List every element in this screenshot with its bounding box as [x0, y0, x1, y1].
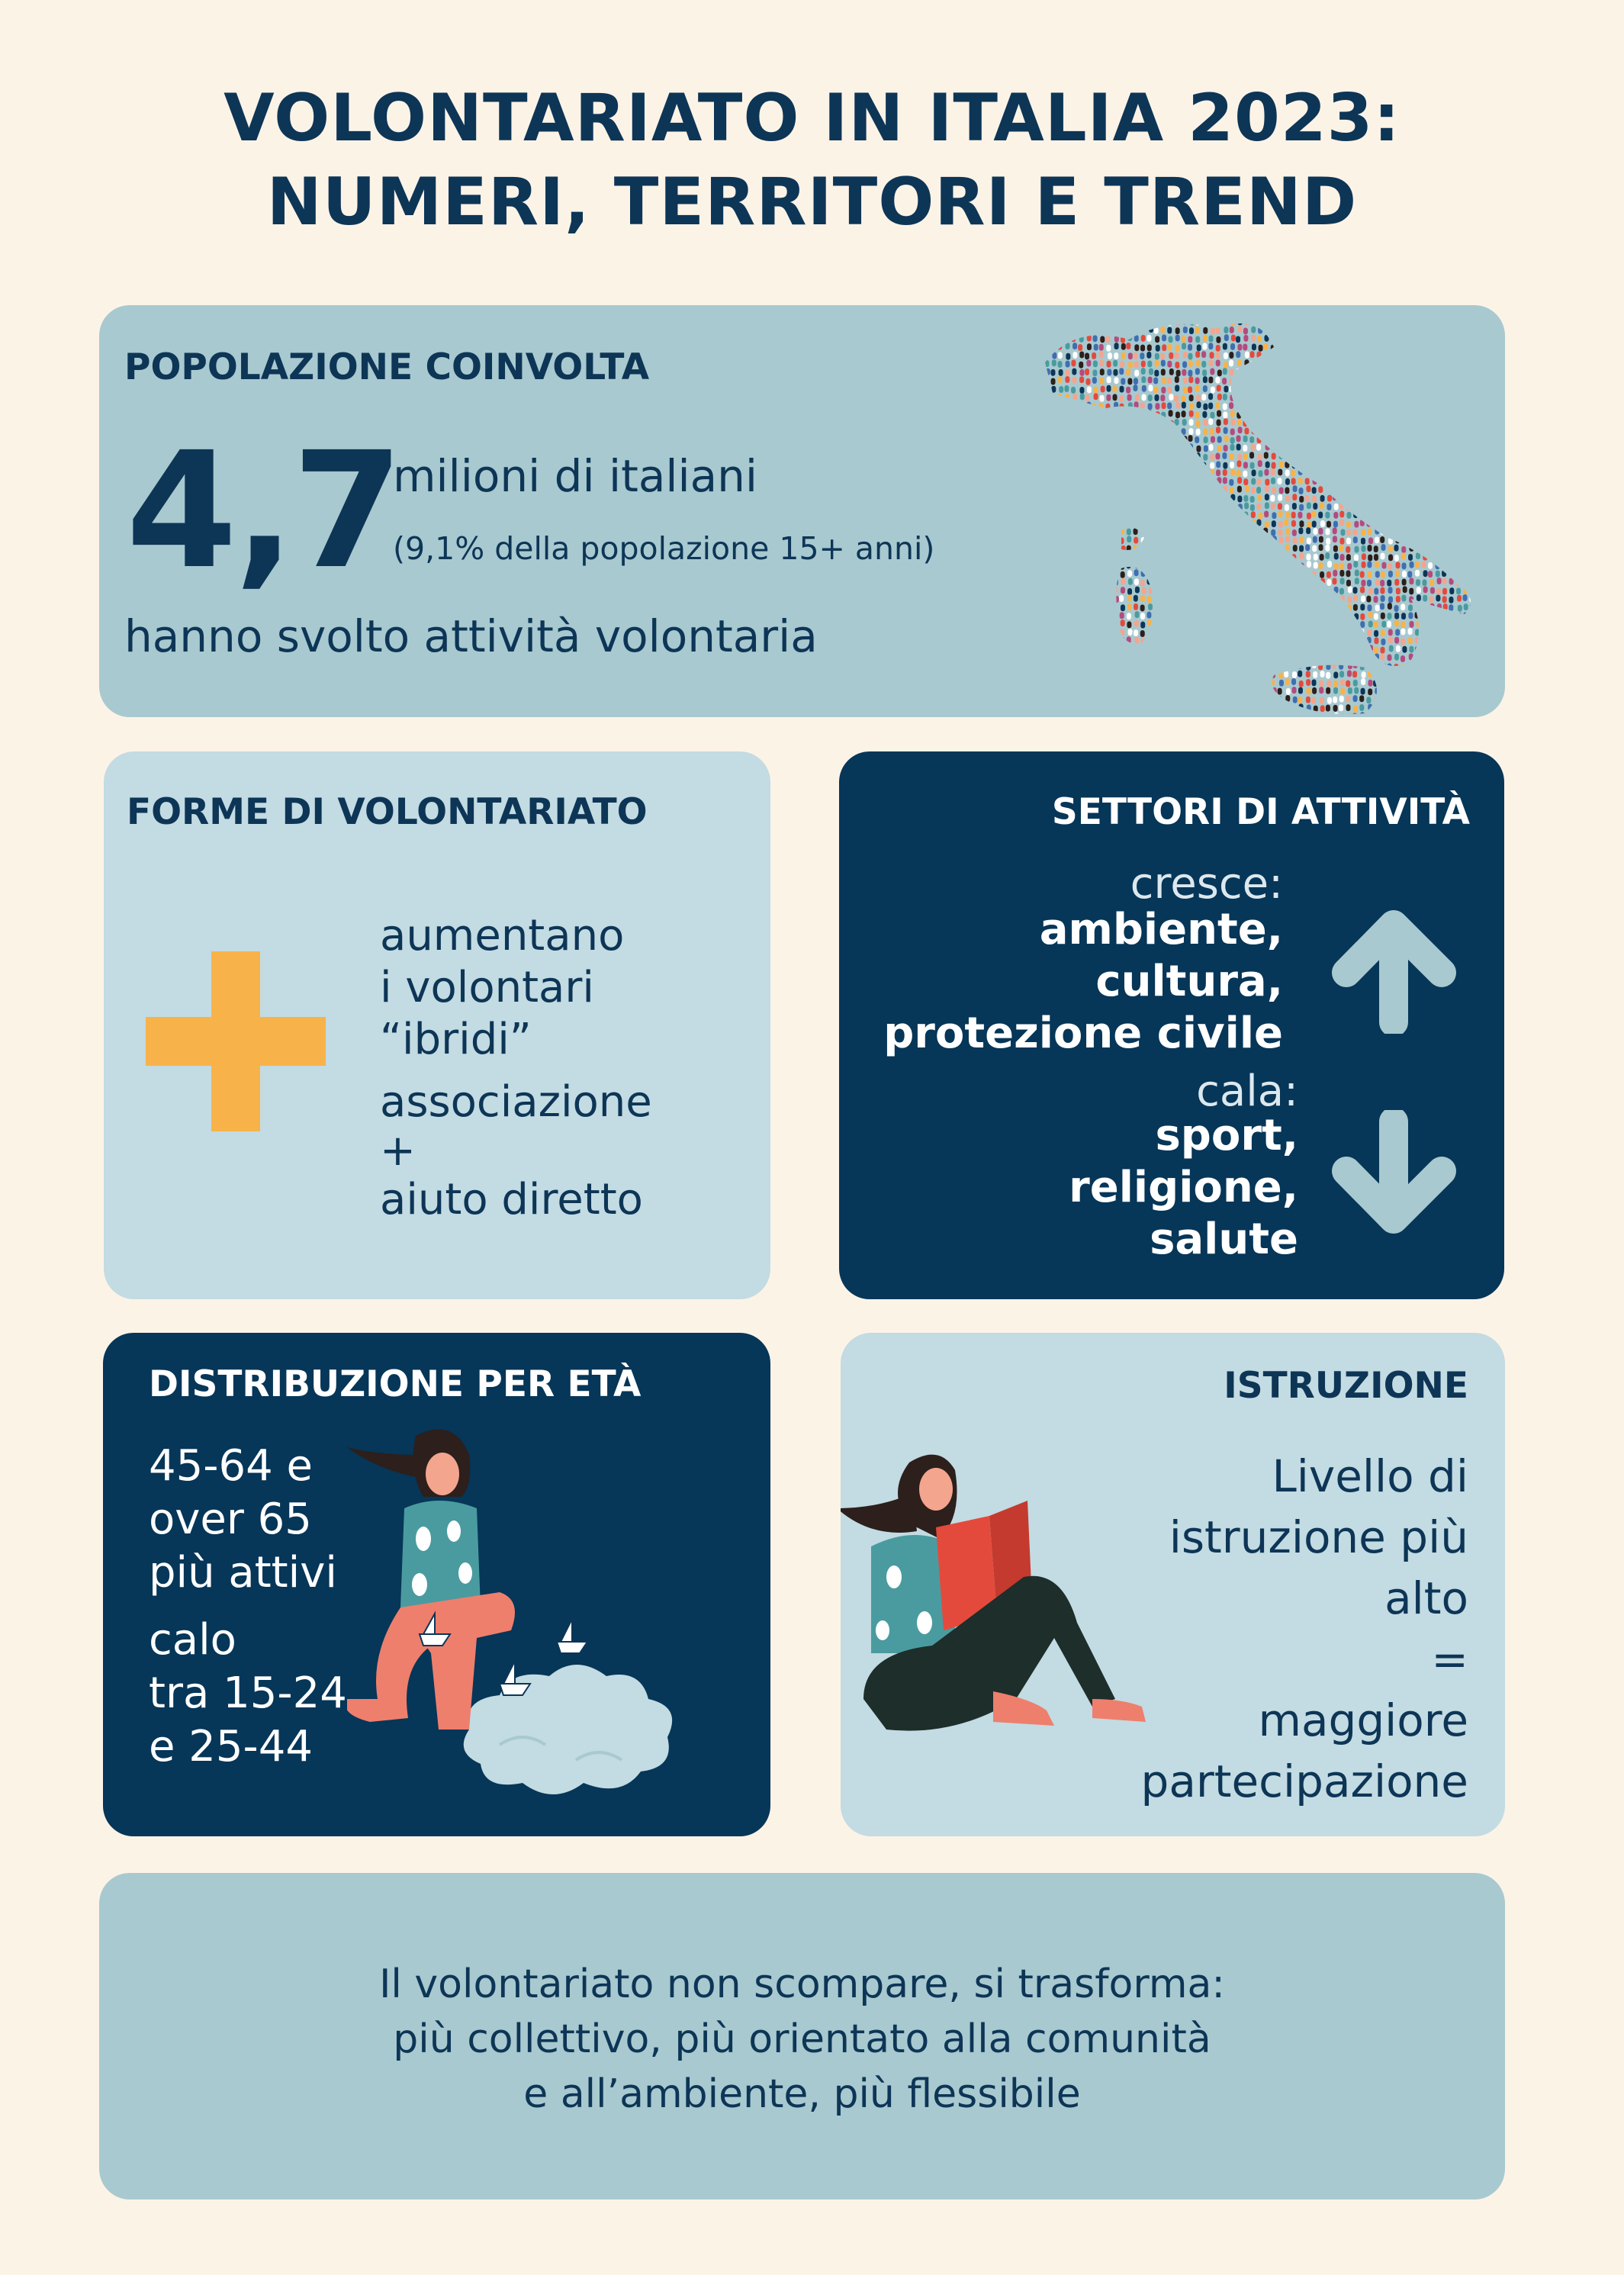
woman-boats-illustration	[347, 1424, 744, 1836]
italy-map-icon	[1030, 309, 1503, 717]
forms-line: aumentano	[380, 911, 625, 961]
education-heading: ISTRUZIONE	[1224, 1365, 1468, 1407]
education-line: partecipazione	[1140, 1755, 1468, 1807]
age-line: 45-64 e	[149, 1441, 313, 1491]
age-decline	[149, 1614, 347, 1774]
forms-detail	[380, 1078, 652, 1224]
age-card	[103, 1333, 770, 1836]
sector-item: salute	[1150, 1215, 1298, 1264]
conclusion-text	[99, 1957, 1505, 2122]
population-percent: (9,1% della popolazione 15+ anni)	[393, 530, 935, 567]
sectors-heading: SETTORI DI ATTIVITÀ	[1051, 791, 1470, 833]
education-line: istruzione più	[1169, 1511, 1468, 1563]
arrow-down-icon	[1327, 1110, 1461, 1236]
forms-line: i volontari	[380, 963, 594, 1012]
age-line: over 65	[149, 1495, 312, 1544]
age-line: tra 15-24	[149, 1668, 347, 1718]
sector-item: religione,	[1069, 1163, 1298, 1212]
page-title	[0, 76, 1624, 244]
sectors-card	[839, 751, 1504, 1299]
age-heading: DISTRIBUZIONE PER ETÀ	[149, 1363, 642, 1405]
forms-line: +	[380, 1126, 416, 1176]
sectors-up-label: cresce:	[1130, 859, 1283, 909]
population-card	[99, 305, 1505, 717]
population-text: hanno svolto attività volontaria	[124, 610, 818, 662]
forms-line: associazione	[380, 1077, 652, 1127]
forms-heading: FORME DI VOLONTARIATO	[127, 791, 648, 833]
conclusion-line: Il volontariato non scompare, si trasforma:	[379, 1961, 1225, 2007]
age-line: calo	[149, 1615, 236, 1665]
population-heading: POPOLAZIONE COINVOLTA	[124, 346, 650, 388]
plus-icon	[146, 951, 326, 1131]
conclusion-line: più collettivo, più orientato alla comunità	[393, 2016, 1211, 2062]
education-card	[841, 1333, 1505, 1836]
education-line: =	[1431, 1633, 1468, 1685]
age-active	[149, 1440, 337, 1600]
forms-highlight	[380, 910, 624, 1066]
woman-reading-illustration	[841, 1447, 1237, 1798]
forms-card	[104, 751, 770, 1299]
education-line: Livello di	[1272, 1450, 1468, 1502]
sector-item: ambiente,	[1039, 905, 1283, 954]
forms-line: aiuto diretto	[380, 1175, 643, 1224]
arrow-up-icon	[1327, 908, 1461, 1034]
conclusion-line: e all’ambiente, più flessibile	[523, 2071, 1081, 2117]
sector-item: sport,	[1155, 1111, 1298, 1160]
age-line: e 25-44	[149, 1722, 313, 1771]
title-line-1: VOLONTARIATO IN ITALIA 2023:	[224, 80, 1400, 156]
title-line-2: NUMERI, TERRITORI E TREND	[266, 164, 1358, 240]
population-number: 4,7	[126, 417, 401, 604]
sector-item: cultura,	[1095, 957, 1283, 1006]
population-unit: milioni di italiani	[393, 450, 758, 502]
sectors-down-list	[1069, 1110, 1298, 1266]
sectors-up-list	[883, 904, 1283, 1060]
sector-item: protezione civile	[883, 1009, 1283, 1058]
age-line: più attivi	[149, 1548, 337, 1598]
education-line: alto	[1384, 1572, 1468, 1624]
education-line: maggiore	[1258, 1694, 1468, 1746]
forms-line: “ibridi”	[380, 1015, 532, 1064]
conclusion-card	[99, 1873, 1505, 2199]
sectors-down-label: cala:	[1196, 1067, 1298, 1116]
